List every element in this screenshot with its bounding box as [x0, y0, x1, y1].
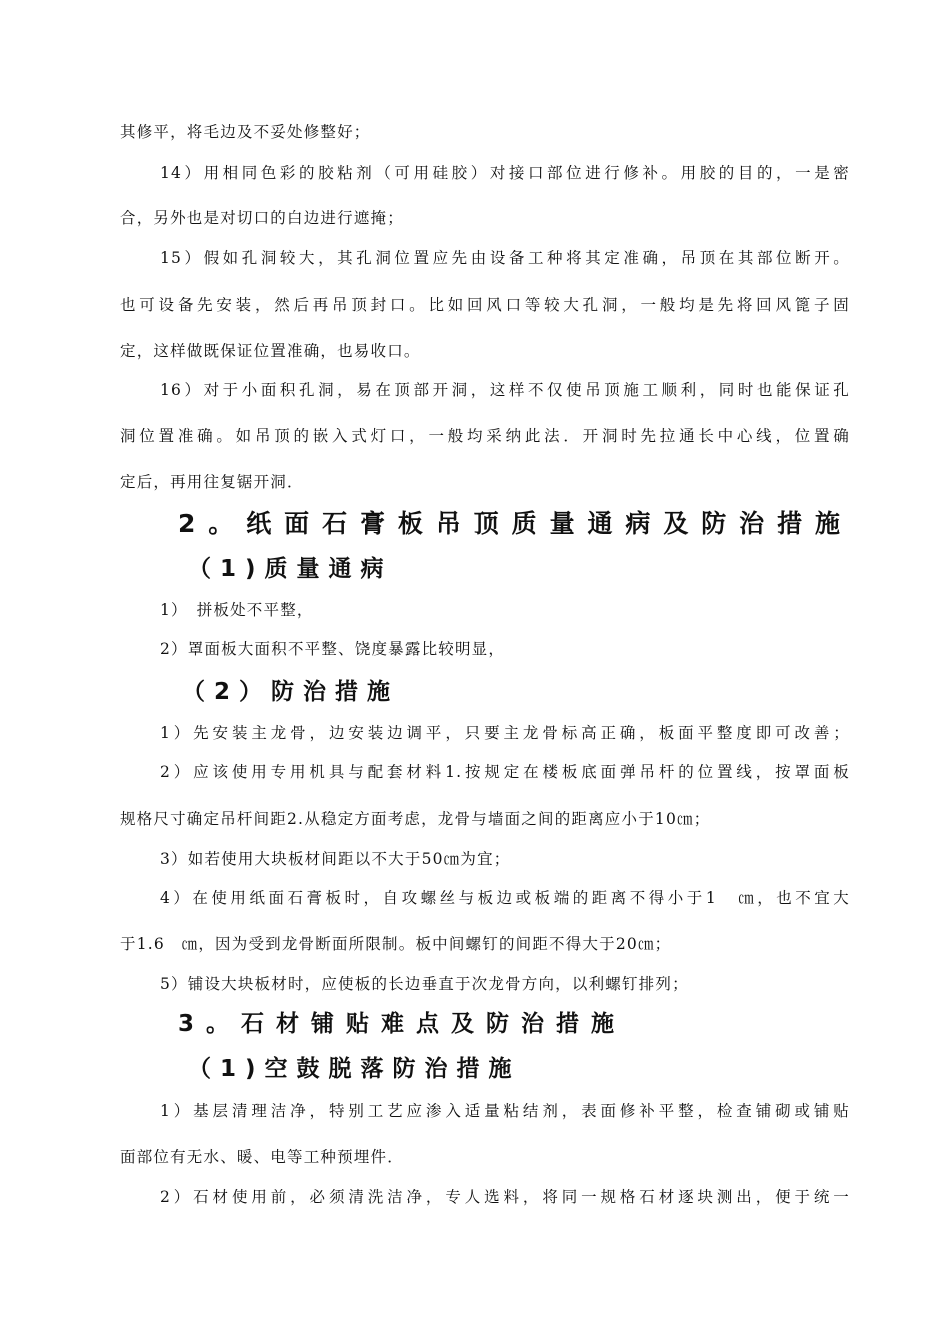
subsection-heading: （1)质量通病 [188, 556, 393, 582]
section-heading: 2。纸面石膏板吊顶质量通病及防治措施 [178, 509, 840, 538]
paragraph-line: 15）假如孔洞较大，其孔洞位置应先由设备工种将其定准确，吊顶在其部位断开。 [160, 249, 850, 267]
list-item: 1）先安装主龙骨，边安装边调平，只要主龙骨标高正确，板面平整度即可改善； [160, 724, 850, 742]
paragraph-line: 规格尺寸确定吊杆间距2.从稳定方面考虑，龙骨与墙面之间的距离应小于10㎝； [120, 810, 711, 828]
paragraph-line: 于1.6 ㎝，因为受到龙骨断面所限制。板中间螺钉的间距不得大于20㎝； [120, 935, 672, 953]
paragraph-line: 定，这样做既保证位置准确，也易收口。 [120, 342, 421, 360]
paragraph-line: 14）用相同色彩的胶粘剂（可用硅胶）对接口部位进行修补。用胶的目的，一是密 [160, 164, 850, 182]
subsection-heading: （1)空鼓脱落防治措施 [188, 1056, 521, 1082]
paragraph-line: 面部位有无水、暖、电等工种预埋件． [120, 1148, 404, 1166]
list-item: 2）罩面板大面积不平整、饶度暴露比较明显， [160, 640, 506, 658]
list-item: 1）基层清理洁净，特别工艺应渗入适量粘结剂，表面修补平整，检查铺砌或铺贴 [160, 1102, 850, 1120]
paragraph-line: 定后，再用往复锯开洞． [120, 473, 304, 491]
section-heading: 3。石材铺贴难点及防治措施 [178, 1011, 627, 1037]
list-item: 2）应该使用专用机具与配套材料1.按规定在楼板底面弹吊杆的位置线，按罩面板 [160, 763, 850, 781]
paragraph-line: 合，另外也是对切口的白边进行遮掩； [120, 209, 404, 227]
list-item: 5）铺设大块板材时，应使板的长边垂直于次龙骨方向，以利螺钉排列； [160, 975, 689, 993]
subsection-heading: （2）防治措施 [182, 679, 400, 705]
paragraph-line: 也可设备先安装，然后再吊顶封口。比如回风口等较大孔洞，一般均是先将回风篦子固 [120, 296, 850, 314]
paragraph-line: 洞位置准确。如吊顶的嵌入式灯口，一般均采纳此法．开洞时先拉通长中心线，位置确 [120, 427, 850, 445]
paragraph-line: 其修平，将毛边及不妥处修整好； [120, 123, 371, 141]
list-item: 3）如若使用大块板材间距以不大于50㎝为宜； [160, 850, 511, 868]
list-item: 2）石材使用前，必须清洗洁净，专人选料，将同一规格石材逐块测出，便于统一 [160, 1188, 850, 1206]
list-item: 4）在使用纸面石膏板时，自攻螺丝与板边或板端的距离不得小于1 ㎝，也不宜大 [160, 889, 850, 907]
list-item: 1） 拼板处不平整， [160, 601, 314, 619]
paragraph-line: 16）对于小面积孔洞，易在顶部开洞，这样不仅使吊顶施工顺利，同时也能保证孔 [160, 381, 850, 399]
